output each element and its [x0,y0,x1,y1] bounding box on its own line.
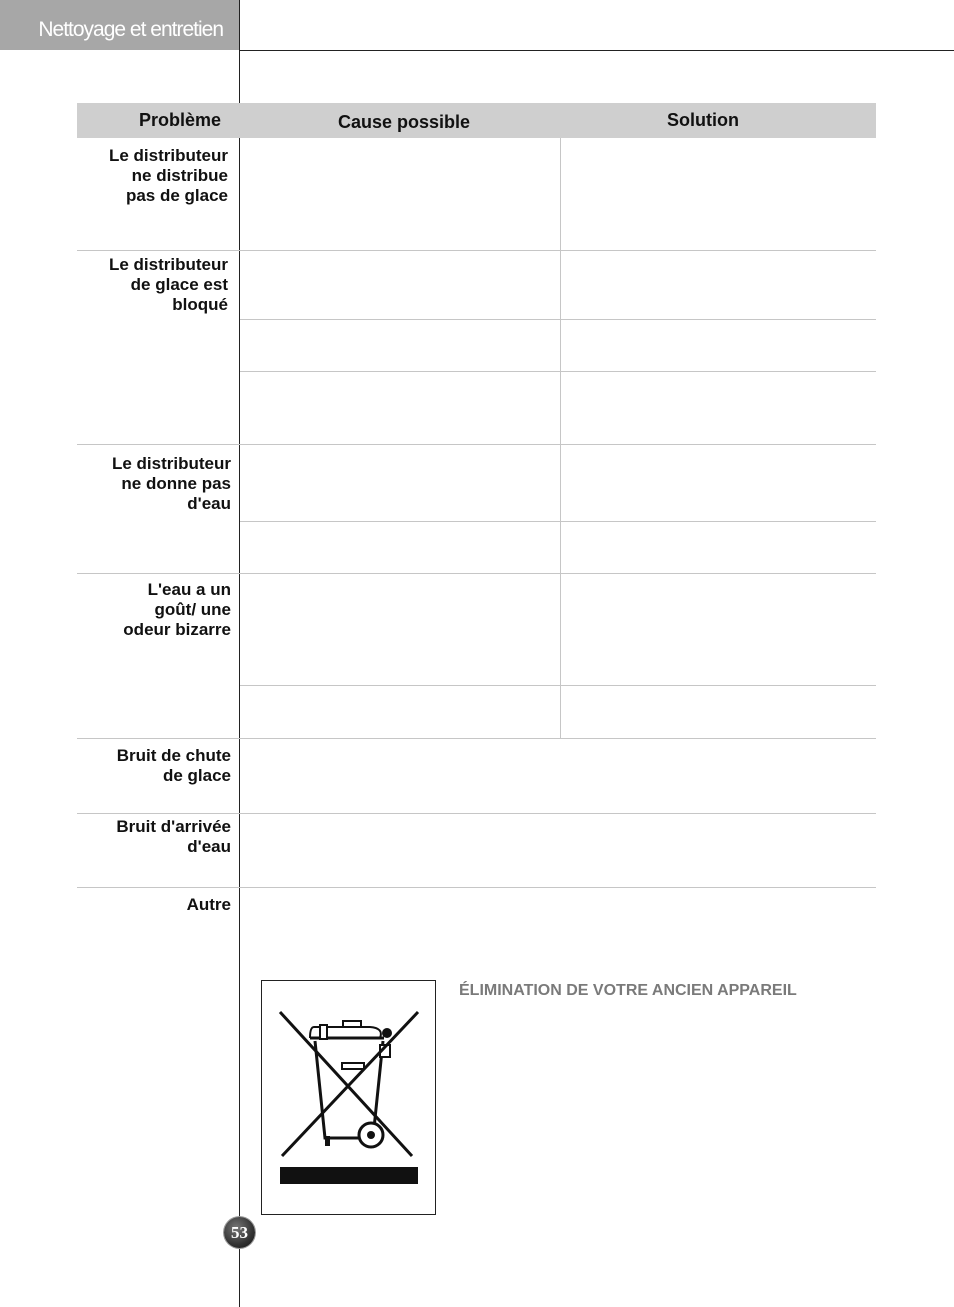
header-rule [239,50,954,51]
subrow-separator [240,521,876,522]
problem-label: L'eau a un goût/ une odeur bizarre [123,580,231,639]
table-row [77,454,231,534]
subrow-separator [240,371,876,372]
row-separator [77,573,876,574]
section-title: Nettoyage et entretien [38,18,223,41]
section-header-tab [0,0,239,50]
column-header-problem: Problème [139,110,222,130]
column-header-solution: Solution [667,110,739,130]
disposal-symbol-box [261,980,436,1215]
margin-rule [239,0,240,1307]
crossed-out-wheelie-bin-icon [262,981,435,1214]
problem-label: Le distributeur de glace est bloqué [108,255,228,314]
page-number-badge [224,1217,255,1248]
subrow-separator [240,685,876,686]
row-separator [77,813,876,814]
page-number: 53 [231,1222,248,1242]
row-separator [77,738,876,739]
table-row [77,255,228,335]
problem-label: Bruit de chute de glace [116,746,231,785]
row-separator [77,444,876,445]
subrow-separator [240,319,876,320]
problem-label: Le distributeur ne distribue pas de glace [108,146,228,205]
row-separator [77,887,876,888]
column-divider [560,138,561,738]
table-row [77,817,231,877]
table-header [77,103,876,138]
table-row [77,895,231,935]
problem-label: Bruit d'arrivée d'eau [116,817,231,856]
problem-label: Autre [186,895,231,914]
row-separator [77,250,876,251]
disposal-title: ÉLIMINATION DE VOTRE ANCIEN APPAREIL [459,982,797,999]
table-row [77,146,228,226]
table-row [77,746,231,806]
table-row [77,580,231,660]
column-header-cause: Cause possible [338,112,471,132]
problem-label: Le distributeur ne donne pas d'eau [111,454,231,513]
